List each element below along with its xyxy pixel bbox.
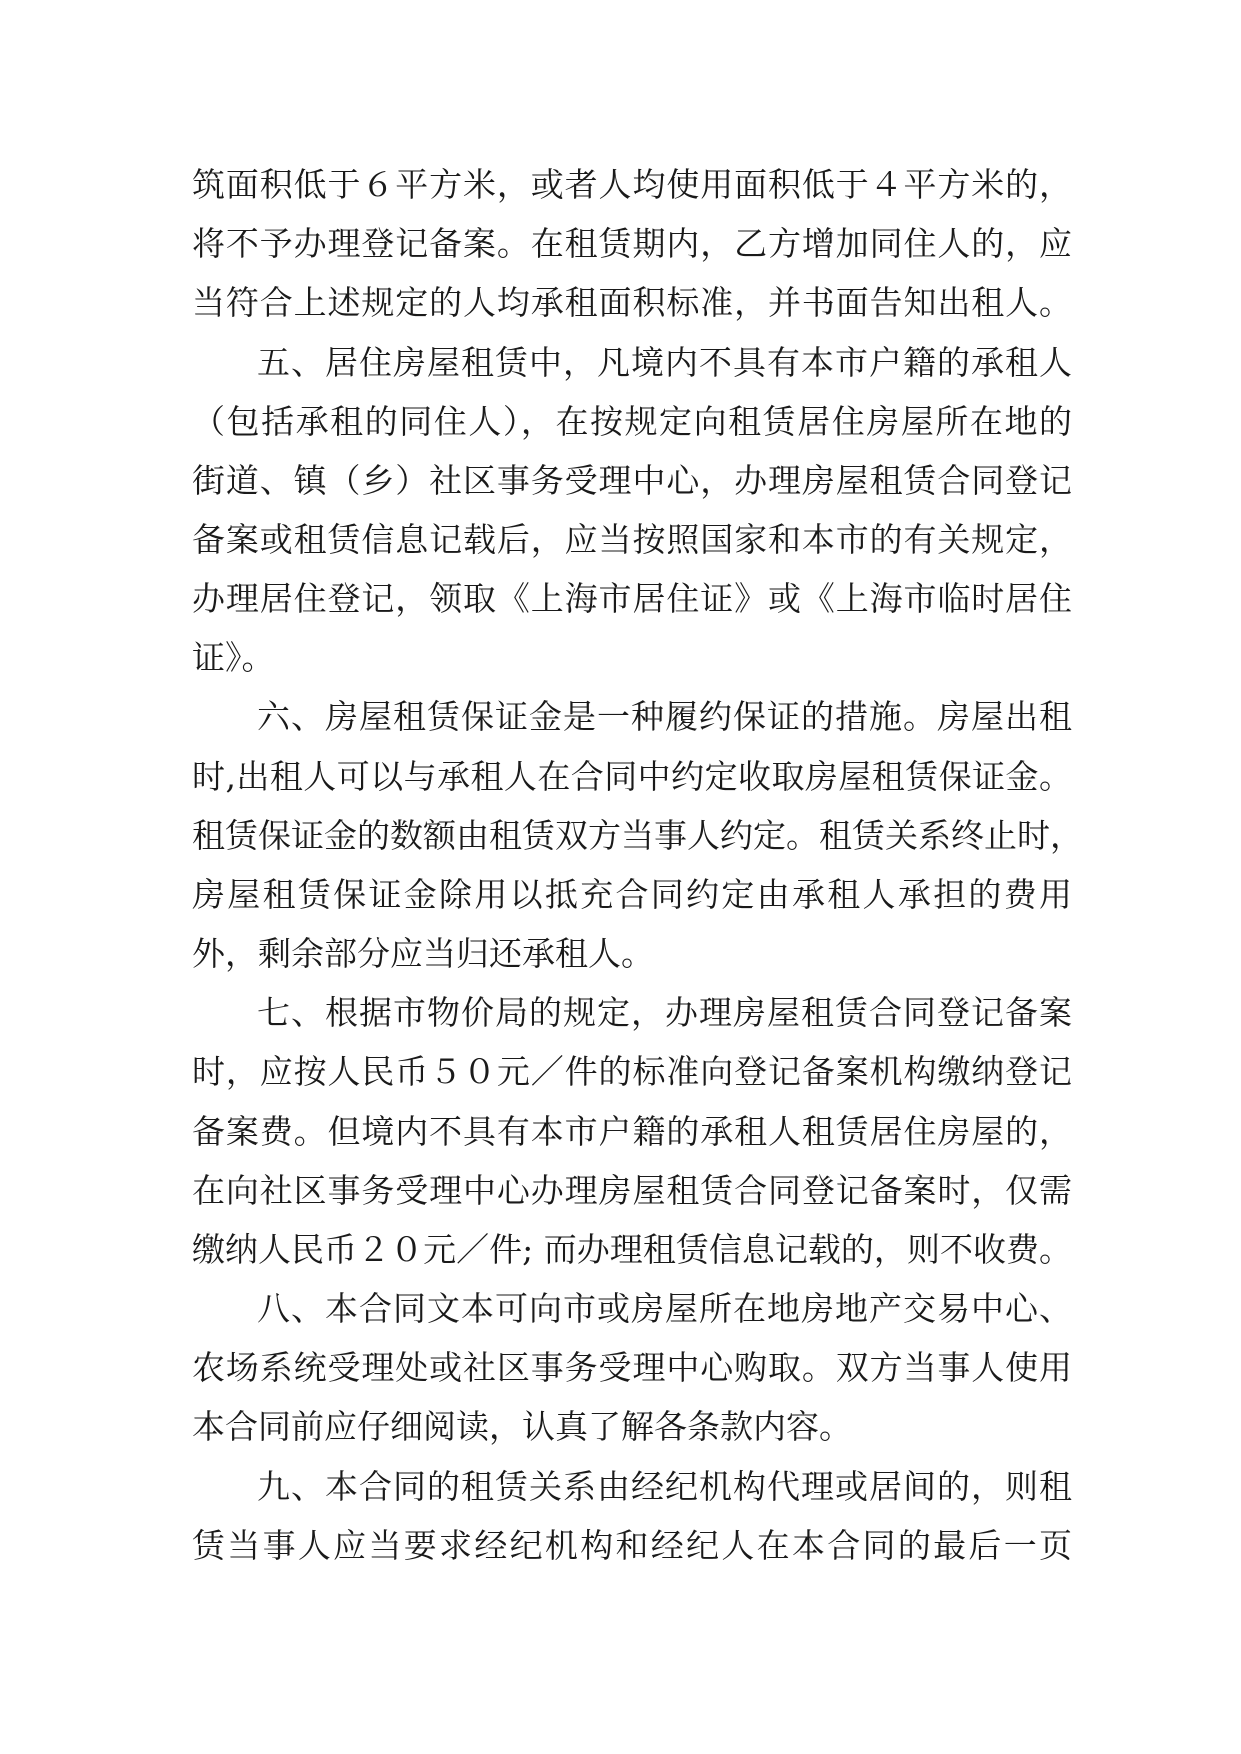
text-line: 赁当事人应当要求经纪机构和经纪人在本合同的最后一页 — [192, 1526, 1072, 1565]
text-line: 九、本合同的租赁关系由经纪机构代理或居间的，则租 — [257, 1467, 1072, 1506]
text-line: 缴纳人民币２０元／件; 而办理租赁信息记载的，则不收费。 — [192, 1230, 1072, 1269]
text-line: 五、居住房屋租赁中，凡境内不具有本市户籍的承租人 — [257, 343, 1072, 382]
text-line: 当符合上述规定的人均承租面积标准，并书面告知出租人。 — [192, 283, 1072, 322]
text-line: 将不予办理登记备案。在租赁期内，乙方增加同住人的，应 — [192, 224, 1072, 263]
text-line: 七、根据市物价局的规定，办理房屋租赁合同登记备案 — [257, 993, 1072, 1032]
text-line: 街道、镇（乡）社区事务受理中心，办理房屋租赁合同登记 — [192, 461, 1072, 500]
text-line: （包括承租的同住人），在按规定向租赁居住房屋所在地的 — [192, 402, 1072, 441]
text-line: 时，应按人民币５０元／件的标准向登记备案机构缴纳登记 — [192, 1052, 1072, 1091]
text-line: 农场系统受理处或社区事务受理中心购取。双方当事人使用 — [192, 1348, 1072, 1387]
text-line: 房屋租赁保证金除用以抵充合同约定由承租人承担的费用 — [192, 875, 1072, 914]
text-line: 本合同前应仔细阅读，认真了解各条款内容。 — [192, 1407, 852, 1446]
text-line: 时,出租人可以与承租人在合同中约定收取房屋租赁保证金。 — [192, 757, 1072, 796]
text-line: 筑面积低于６平方米，或者人均使用面积低于４平方米的， — [192, 165, 1072, 204]
text-line: 八、本合同文本可向市或房屋所在地房地产交易中心、 — [257, 1289, 1072, 1328]
text-line: 办理居住登记，领取《上海市居住证》或《上海市临时居住 — [192, 579, 1072, 618]
text-line: 外，剩余部分应当归还承租人。 — [192, 934, 654, 973]
text-line: 备案费。但境内不具有本市户籍的承租人租赁居住房屋的， — [192, 1112, 1072, 1151]
text-line: 在向社区事务受理中心办理房屋租赁合同登记备案时，仅需 — [192, 1171, 1072, 1210]
text-line: 租赁保证金的数额由租赁双方当事人约定。租赁关系终止时， — [192, 816, 1083, 855]
text-line: 备案或租赁信息记载后，应当按照国家和本市的有关规定， — [192, 520, 1072, 559]
text-line: 证》。 — [192, 638, 275, 677]
text-line: 六、房屋租赁保证金是一种履约保证的措施。房屋出租 — [257, 697, 1072, 736]
